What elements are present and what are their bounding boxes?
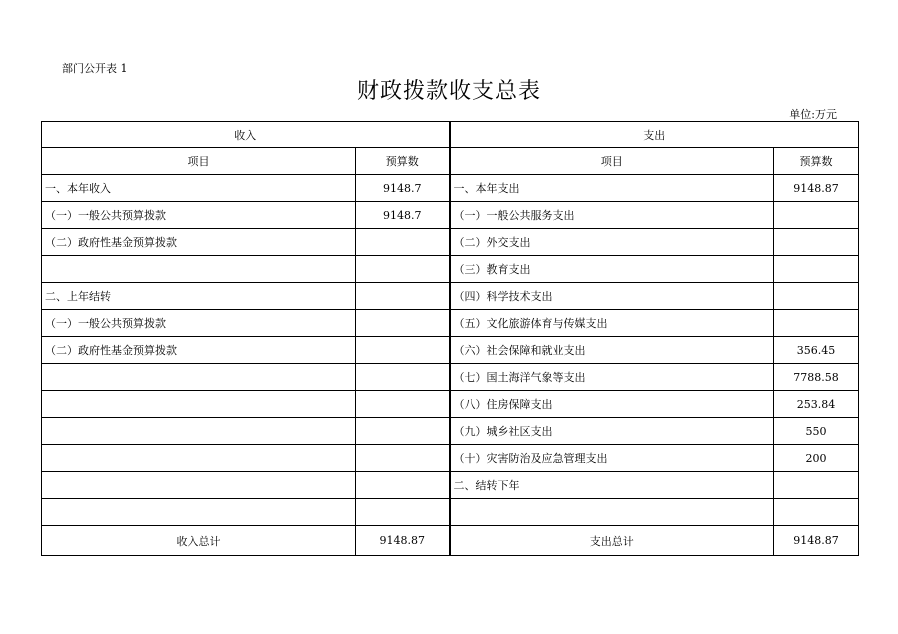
income-item-cell [42, 364, 356, 391]
totals-row [42, 526, 859, 556]
unit-label: 单位:万元 [789, 108, 837, 121]
expense-item-cell: （十）灾害防治及应急管理支出 [450, 445, 774, 472]
expense-header: 支出 [450, 122, 859, 148]
income-value-cell [356, 283, 450, 310]
table-row [42, 364, 859, 391]
expense-item-cell: （二）外交支出 [450, 229, 774, 256]
income-value-cell [356, 445, 450, 472]
expense-value-cell [774, 310, 859, 337]
budget-table [41, 121, 859, 556]
expense-value-cell [774, 202, 859, 229]
income-header: 收入 [42, 122, 450, 148]
expense-item-cell: （六）社会保障和就业支出 [450, 337, 774, 364]
income-item-cell: 二、上年结转 [42, 283, 356, 310]
income-value-cell: 9148.7 [356, 202, 450, 229]
expense-total-value: 9148.87 [774, 526, 859, 556]
table-row [42, 445, 859, 472]
expense-value-cell [774, 499, 859, 526]
income-value-cell [356, 229, 450, 256]
document-label: 部门公开表 1 [62, 62, 128, 75]
income-item-cell [42, 418, 356, 445]
income-budget-header: 预算数 [356, 148, 450, 175]
expense-value-cell [774, 229, 859, 256]
income-item-cell [42, 391, 356, 418]
income-item-cell: （一）一般公共预算拨款 [42, 310, 356, 337]
expense-item-cell: （七）国土海洋气象等支出 [450, 364, 774, 391]
expense-item-cell: （三）教育支出 [450, 256, 774, 283]
income-item-cell [42, 256, 356, 283]
expense-budget-header: 预算数 [774, 148, 859, 175]
income-total-value: 9148.87 [356, 526, 450, 556]
income-value-cell [356, 472, 450, 499]
expense-value-cell: 550 [774, 418, 859, 445]
income-item-cell: （二）政府性基金预算拨款 [42, 229, 356, 256]
column-header-row [42, 148, 859, 175]
expense-item-cell: 二、结转下年 [450, 472, 774, 499]
income-item-cell: （二）政府性基金预算拨款 [42, 337, 356, 364]
table-row [42, 256, 859, 283]
table-row [42, 175, 859, 202]
table-row [42, 337, 859, 364]
expense-item-cell: （九）城乡社区支出 [450, 418, 774, 445]
income-value-cell [356, 364, 450, 391]
income-value-cell [356, 418, 450, 445]
expense-item-cell: 一、本年支出 [450, 175, 774, 202]
income-item-cell: （一）一般公共预算拨款 [42, 202, 356, 229]
income-total-label: 收入总计 [42, 526, 356, 556]
table-row [42, 418, 859, 445]
table-row [42, 202, 859, 229]
expense-item-cell: （一）一般公共服务支出 [450, 202, 774, 229]
table-header-row [42, 122, 859, 148]
expense-value-cell: 253.84 [774, 391, 859, 418]
income-value-cell [356, 499, 450, 526]
income-item-cell: 一、本年收入 [42, 175, 356, 202]
expense-value-cell [774, 472, 859, 499]
income-value-cell [356, 310, 450, 337]
income-item-cell [42, 499, 356, 526]
table-row [42, 499, 859, 526]
income-item-header: 项目 [42, 148, 356, 175]
expense-value-cell [774, 283, 859, 310]
expense-value-cell: 356.45 [774, 337, 859, 364]
income-value-cell [356, 256, 450, 283]
income-value-cell [356, 337, 450, 364]
page-title: 财政拨款收支总表 [356, 79, 541, 104]
table-row [42, 310, 859, 337]
table-row [42, 391, 859, 418]
expense-item-cell: （八）住房保障支出 [450, 391, 774, 418]
income-value-cell [356, 391, 450, 418]
expense-total-label: 支出总计 [450, 526, 774, 556]
expense-item-cell: （五）文化旅游体育与传媒支出 [450, 310, 774, 337]
expense-value-cell [774, 256, 859, 283]
income-value-cell: 9148.7 [356, 175, 450, 202]
expense-item-cell [450, 499, 774, 526]
expense-item-header: 项目 [450, 148, 774, 175]
expense-value-cell: 7788.58 [774, 364, 859, 391]
expense-value-cell: 200 [774, 445, 859, 472]
table-row [42, 283, 859, 310]
table-row [42, 229, 859, 256]
table-row [42, 472, 859, 499]
income-item-cell [42, 472, 356, 499]
expense-item-cell: （四）科学技术支出 [450, 283, 774, 310]
expense-value-cell: 9148.87 [774, 175, 859, 202]
income-item-cell [42, 445, 356, 472]
